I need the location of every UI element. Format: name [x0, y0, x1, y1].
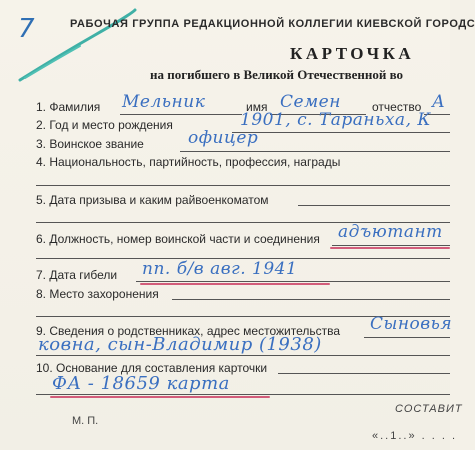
field7-line — [136, 281, 450, 282]
field4-label: 4. Национальность, партийность, профессия, награды — [36, 155, 341, 169]
field10-line-a — [278, 373, 450, 374]
name-value: Семен — [280, 92, 341, 112]
field6-value: адъютант — [338, 222, 443, 242]
field1-name-label: имя — [246, 100, 268, 114]
field9-line-a — [364, 337, 450, 338]
field4-line — [36, 185, 450, 186]
field2-value: 1901, с. Тараньха, К — [240, 110, 432, 130]
date-stub: «..1..» . . . . — [372, 430, 458, 442]
field1-patronymic-label: отчество — [372, 100, 422, 114]
field7-value: пп. б/в авг. 1941 — [142, 259, 298, 279]
stamp-place-label: М. П. — [72, 415, 99, 427]
field9-label: 9. Сведения о родственниках, адрес местожительства — [36, 324, 341, 338]
field7-red-underline — [140, 283, 330, 285]
field6-label: 6. Должность, номер воинской части и соединения — [36, 232, 320, 246]
field5-line-a — [298, 205, 450, 206]
field3-label: 3. Воинское звание — [36, 137, 144, 151]
field6-line-a — [332, 245, 450, 246]
field6-red-underline — [330, 247, 450, 249]
field5-label: 5. Дата призыва и каким райвоенкоматом — [36, 193, 269, 207]
field1-surname-line — [120, 114, 242, 115]
field10-value: ФА - 18659 карта — [52, 373, 230, 394]
corner-handwritten-number: 7 — [18, 14, 35, 44]
field10-label: 10. Основание для составления карточки — [36, 361, 268, 375]
field9-value-a: Сыновья — [370, 314, 453, 334]
field8-line-a — [172, 299, 450, 300]
field7-label: 7. Дата гибели — [36, 268, 118, 282]
field3-value: офицер — [188, 128, 259, 148]
compiler-label: СОСТАВИТ — [395, 403, 463, 415]
field9-line-b — [36, 355, 450, 356]
field2-label: 2. Год и место рождения — [36, 118, 173, 132]
row-name — [36, 100, 100, 114]
field1-label: 1. Фамилия — [36, 100, 101, 114]
patronymic-value: А — [432, 92, 446, 112]
surname-value: Мельник — [122, 92, 206, 112]
card-header: РАБОЧАЯ ГРУППА РЕДАКЦИОННОЙ КОЛЛЕГИИ КИЕВСКОЙ ГОРОДС — [70, 18, 475, 30]
field8-label: 8. Место захоронения — [36, 287, 159, 301]
card-title: КАРТОЧКА — [290, 44, 415, 63]
card-subtitle: на погибшего в Великой Отечественной во — [150, 67, 404, 82]
field10-red-underline — [50, 396, 270, 398]
field3-line — [180, 151, 450, 152]
field2-line — [232, 132, 450, 133]
field10-line-b — [36, 394, 450, 395]
field9-value-b: ковна, сын-Владимир (1938) — [38, 334, 322, 355]
